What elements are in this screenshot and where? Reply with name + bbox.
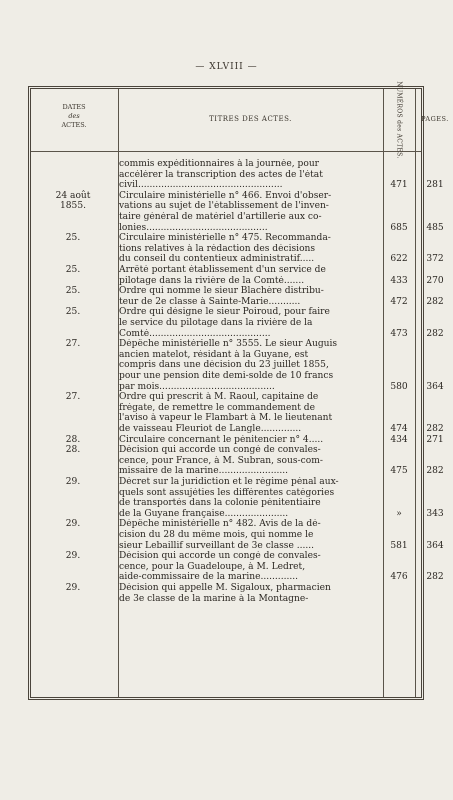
row-page-number: 282 xyxy=(426,328,444,339)
row-title xyxy=(119,392,381,434)
row-title-line: Décret sur la juridiction et le régime pénal aux- xyxy=(119,477,339,487)
row-title-line: cision du 28 du même mois, qui nomme le xyxy=(119,529,314,540)
row-act-number: 622 xyxy=(390,254,408,265)
row-date-text: 25. xyxy=(65,265,81,275)
row-title-line: Comté.......................................... xyxy=(119,328,271,339)
row-date xyxy=(31,519,115,530)
column-header-numeros xyxy=(383,81,415,159)
row-date-text: 28. xyxy=(65,445,81,456)
row-page-number: 282 xyxy=(426,423,444,434)
row-title xyxy=(119,159,381,191)
row-date xyxy=(31,191,115,212)
row-date xyxy=(31,583,115,594)
row-title-line: tions relatives à la rédaction des décisions xyxy=(119,243,316,254)
acts-table xyxy=(28,81,449,700)
row-title-line: Circulaire ministérielle n° 466. Envoi d'obser- xyxy=(119,190,332,201)
row-act-number: 474 xyxy=(390,423,408,434)
row-title-line: Décision qui accorde un congé de convales- xyxy=(119,445,321,456)
row-title-line: Dépêche ministérielle n° 482. Avis de la dé- xyxy=(119,519,321,530)
row-date xyxy=(31,445,115,456)
row-page-number: 485 xyxy=(426,222,444,233)
row-act-number: 475 xyxy=(390,466,408,477)
header-dates-des: des xyxy=(68,112,80,120)
row-page-number: 282 xyxy=(426,296,444,307)
row-title-line: cence, pour France, à M. Subran, sous-com- xyxy=(119,455,323,466)
row-title xyxy=(119,477,381,519)
row-date xyxy=(31,265,115,276)
row-title xyxy=(119,233,381,265)
row-title-line: de la Guyane française...................... xyxy=(119,508,289,519)
row-date xyxy=(31,307,115,318)
row-title-line: pilotage dans la rivière de la Comté....... xyxy=(119,275,305,286)
row-date-text: 29. xyxy=(65,583,81,593)
row-title-line: Ordre qui prescrit à M. Raoul, capitaine de xyxy=(119,392,319,403)
row-page-number: 271 xyxy=(426,434,444,445)
page-header: — XLVIII — xyxy=(195,62,258,72)
row-title-line: sieur Lebaillif surveillant de 3e classe ...... xyxy=(119,540,315,551)
row-date xyxy=(31,286,115,297)
row-act-number: 433 xyxy=(390,275,408,286)
row-title xyxy=(119,583,381,604)
row-title xyxy=(119,435,381,446)
row-date-text: 24 août xyxy=(55,190,91,201)
header-dates-actes: ACTES. xyxy=(61,121,87,129)
row-date-text: 25. xyxy=(65,286,81,297)
row-date xyxy=(31,551,115,562)
header-dates-label: DATES xyxy=(62,103,86,111)
row-act-number: 473 xyxy=(390,328,408,339)
row-title xyxy=(119,551,381,583)
row-title-line: taire général de matériel d'artillerie aux co- xyxy=(119,211,322,222)
row-title xyxy=(119,339,381,392)
row-title-line: ancien matelot, résidant à la Guyane, est xyxy=(119,349,309,360)
row-title-line: lonies.......................................... xyxy=(119,222,268,233)
row-act-number: 685 xyxy=(390,222,408,233)
row-date-text: 27. xyxy=(65,339,81,350)
row-act-number: 580 xyxy=(390,381,408,392)
row-date-text: 29. xyxy=(65,477,81,487)
row-date-year: 1855. xyxy=(59,201,87,212)
row-title-line: de 3e classe de la marine à la Montagne- xyxy=(119,593,309,604)
row-title xyxy=(119,307,381,339)
row-act-number: 476 xyxy=(390,572,408,583)
row-title-line: Ordre qui nomme le sieur Blachère distribu- xyxy=(119,286,324,297)
row-title-line: Ordre qui désigne le sieur Poiroud, pour faire xyxy=(119,307,330,318)
row-title xyxy=(119,265,381,286)
header-rule xyxy=(31,151,421,152)
row-date-text: 29. xyxy=(65,519,81,530)
column-header-dates xyxy=(31,103,117,130)
row-title-line: Circulaire concernant le pénitencier n° 4..... xyxy=(119,434,324,445)
row-title-line: frégate, de remettre le commandement de xyxy=(119,402,315,413)
row-act-number: 581 xyxy=(390,540,408,551)
row-title xyxy=(119,191,381,233)
row-title-line: pour une pension dite demi-solde de 10 francs xyxy=(119,370,334,381)
row-title-line: aide-commissaire de la marine............. xyxy=(119,572,299,583)
row-date-text: 25. xyxy=(65,307,81,318)
row-date-text: 27. xyxy=(65,392,81,403)
row-title-line: Décision qui appelle M. Sigaloux, pharmacien xyxy=(119,583,331,593)
row-page-number: 364 xyxy=(426,381,444,392)
row-page-number: 282 xyxy=(426,466,444,477)
row-title-line: Circulaire ministérielle n° 475. Recommanda- xyxy=(119,233,331,244)
row-date xyxy=(31,392,115,403)
row-title xyxy=(119,286,381,307)
row-title-line: vations au sujet de l'établissement de l'inven- xyxy=(119,201,329,212)
row-date xyxy=(31,477,115,488)
row-title-line: Dépêche ministérielle n° 3555. Le sieur Auguis xyxy=(119,339,338,350)
row-title-line: quels sont assujéties les différentes catégories xyxy=(119,487,335,498)
row-title-line: accélérer la transcription des actes de l'état xyxy=(119,169,323,180)
row-title-line: cence, pour la Guadeloupe, à M. Ledret, xyxy=(119,561,306,572)
row-title-line: compris dans une décision du 23 juillet 1855, xyxy=(119,360,329,371)
row-title-line: missaire de la marine........................ xyxy=(119,466,289,477)
row-title-line: de vaisseau Fleuriot de Langle.............. xyxy=(119,423,302,434)
row-page-number: 364 xyxy=(426,540,444,551)
row-date-text: 25. xyxy=(65,233,81,244)
row-title-line: l'aviso à vapeur le Flambart à M. le lieutenant xyxy=(119,413,333,424)
row-date xyxy=(31,339,115,350)
row-title-line: par mois........................................ xyxy=(119,381,275,392)
row-title-line: civil.................................................. xyxy=(119,180,283,191)
header-numeros-label: NUMÉROS des ACTES. xyxy=(395,81,403,159)
row-title-line: teur de 2e classe à Sainte-Marie........... xyxy=(119,296,301,307)
column-header-titres: TITRES DES ACTES. xyxy=(209,115,292,123)
row-title-line: Arrêté portant établissement d'un service de xyxy=(119,265,326,275)
row-date-text: 29. xyxy=(65,551,81,562)
row-title-line: du conseil du contentieux administratif..... xyxy=(119,254,315,265)
row-page-number: 281 xyxy=(426,180,444,191)
row-date xyxy=(31,233,115,244)
row-title xyxy=(119,519,381,551)
row-act-number: 434 xyxy=(390,434,408,445)
row-title xyxy=(119,445,381,477)
row-act-number: » xyxy=(396,508,402,519)
row-act-number: 471 xyxy=(390,180,408,191)
row-act-number: 472 xyxy=(390,296,408,307)
row-title-line: de transportés dans la colonie pénitentiaire xyxy=(119,498,321,509)
row-title-line: Décision qui accorde un congé de convales- xyxy=(119,551,321,562)
column-header-pages: PAGES. xyxy=(421,115,449,123)
row-page-number: 270 xyxy=(426,275,444,286)
row-page-number: 372 xyxy=(426,254,444,265)
row-date-text: 28. xyxy=(65,434,81,445)
row-title-line: commis expéditionnaires à la journée, pour xyxy=(119,159,320,169)
row-page-number: 282 xyxy=(426,572,444,583)
row-date xyxy=(31,435,115,446)
row-title-line: le service du pilotage dans la rivière de la xyxy=(119,317,313,328)
row-page-number: 343 xyxy=(426,508,444,519)
